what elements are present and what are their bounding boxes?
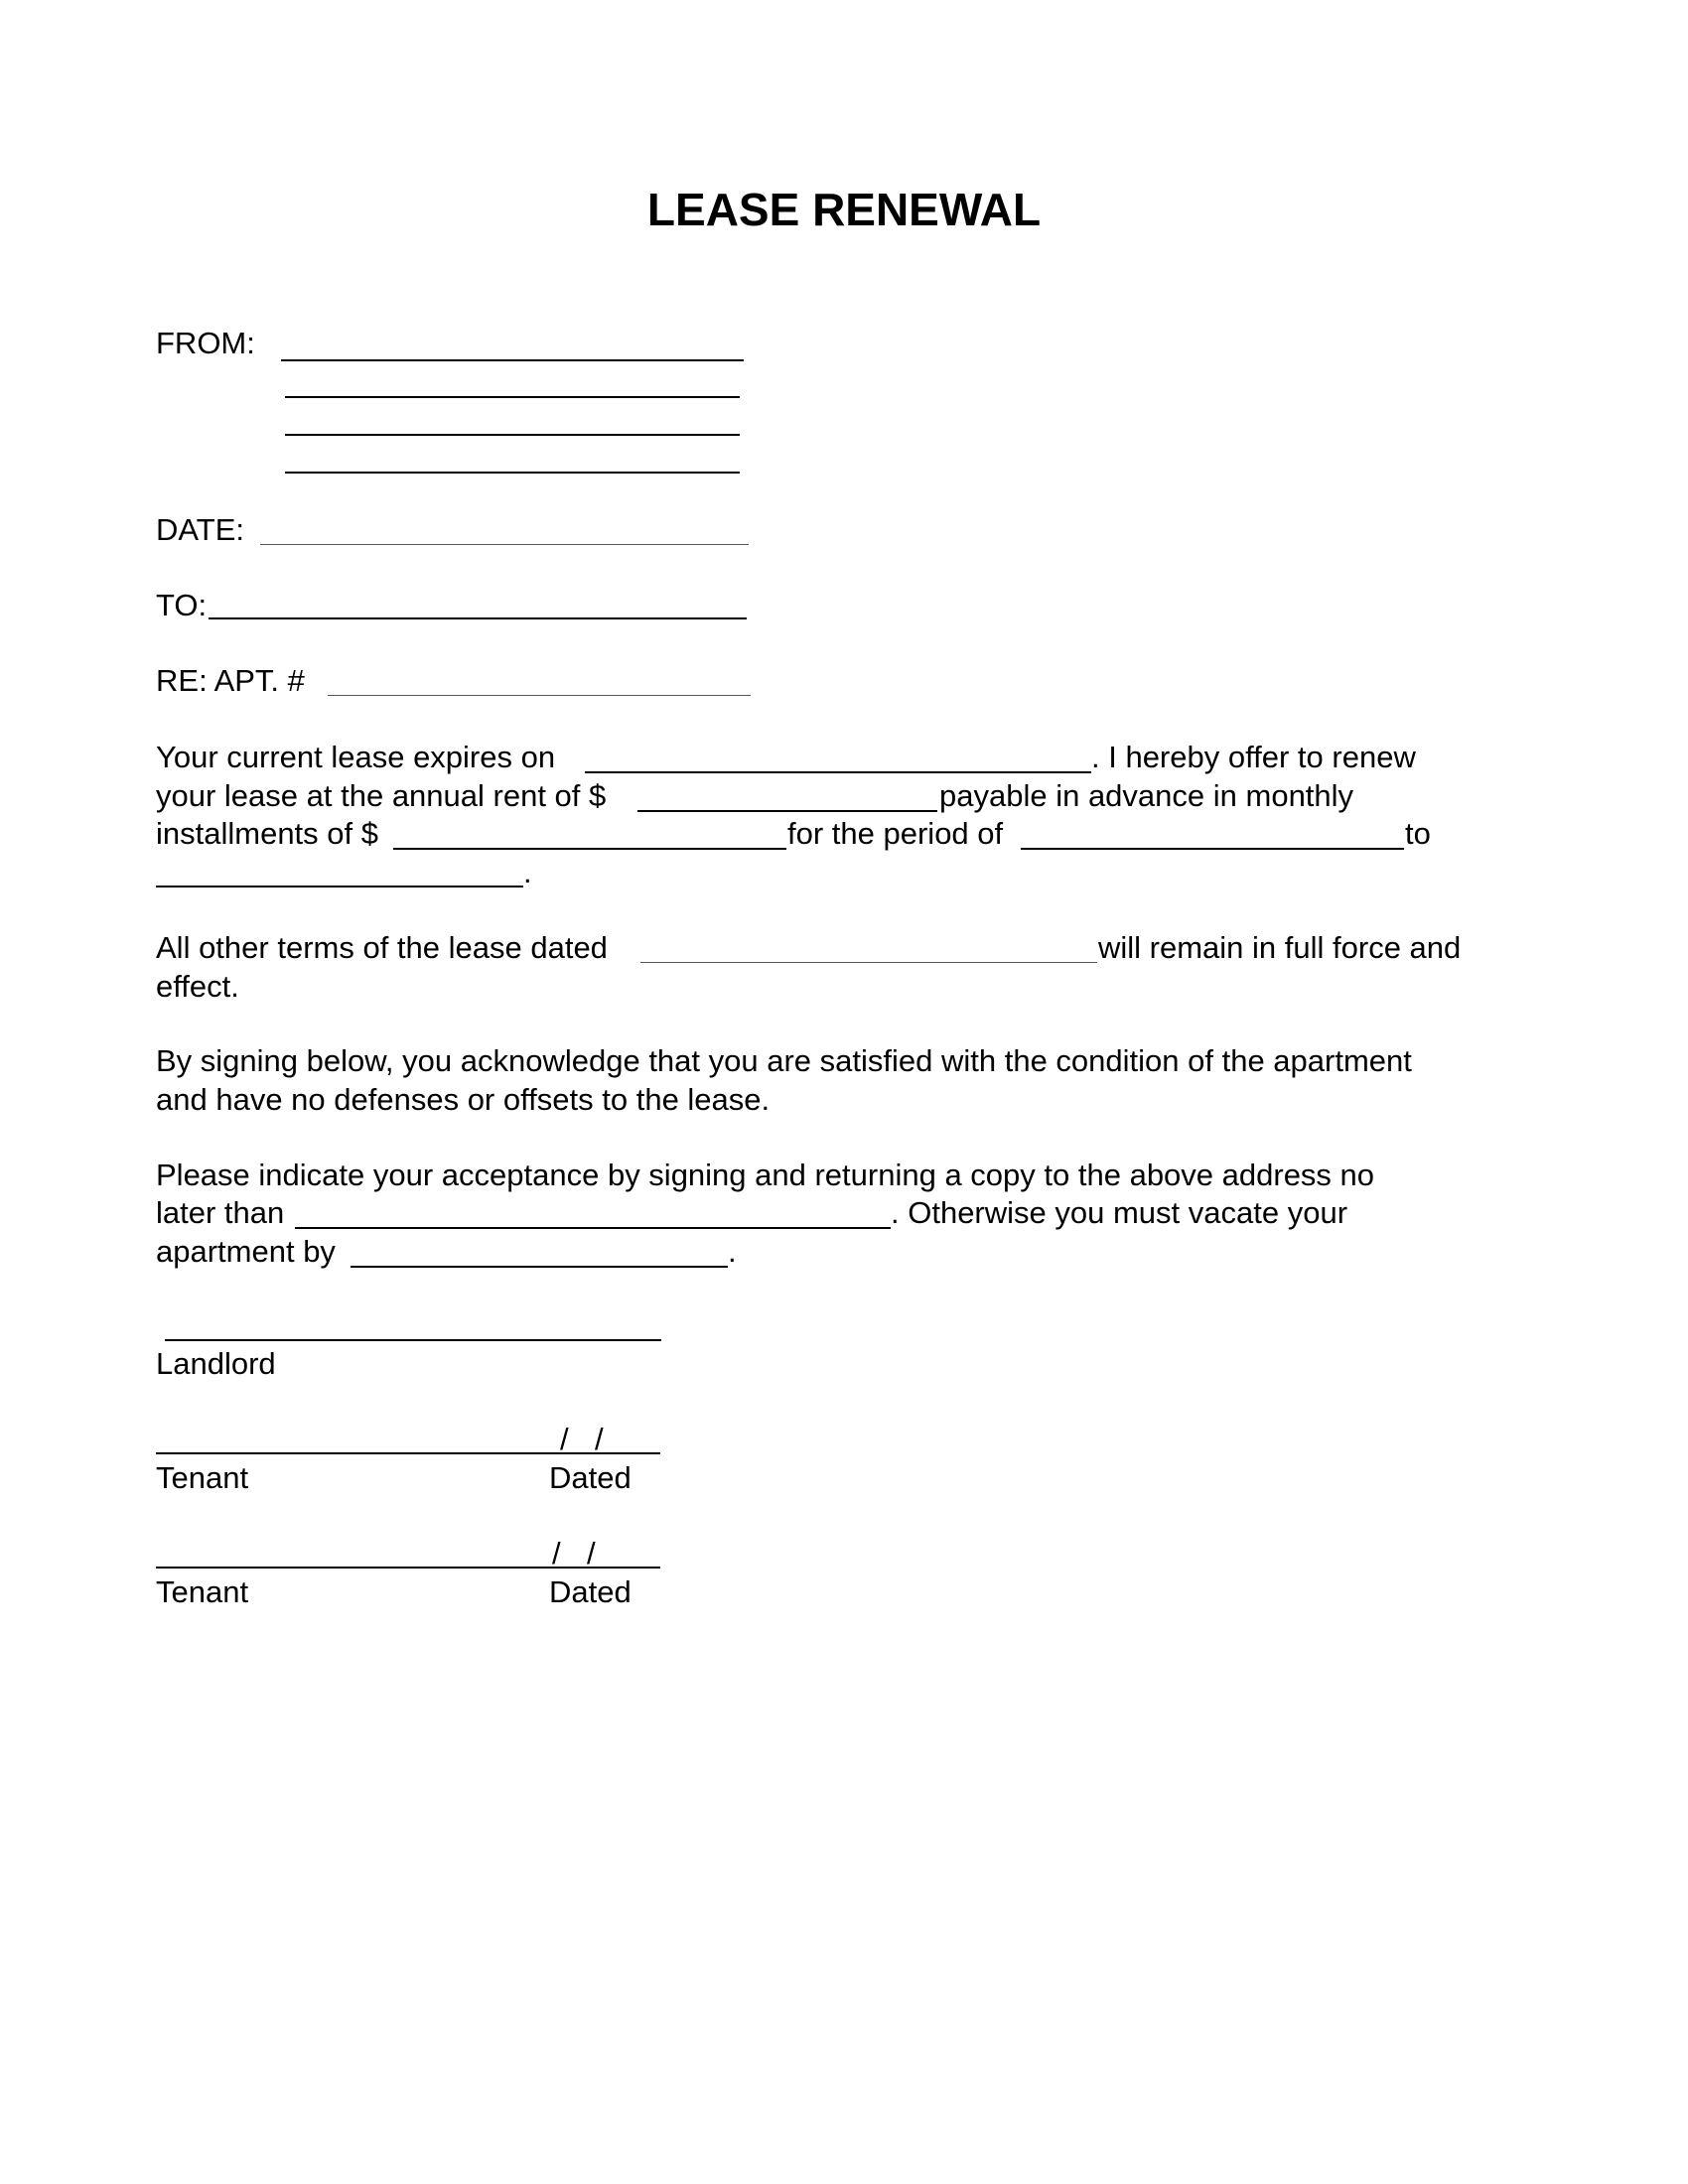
from-label: FROM: bbox=[156, 326, 255, 360]
p3-text-1: By signing below, you acknowledge that you are satisfied with the condition of the apartment bbox=[156, 1043, 1412, 1078]
p1-text-3c: to bbox=[1405, 816, 1431, 851]
landlord-label: Landlord bbox=[156, 1346, 276, 1381]
p1-text-3b: for the period of bbox=[787, 816, 1004, 851]
vacate-by-line[interactable] bbox=[351, 1266, 728, 1268]
p3-text-2: and have no defenses or offsets to the lease. bbox=[156, 1082, 771, 1117]
tenant-2-dated-label: Dated bbox=[549, 1574, 632, 1609]
period-from-line[interactable] bbox=[1021, 848, 1404, 850]
tenant-2-label: Tenant bbox=[156, 1574, 249, 1609]
later-than-line[interactable] bbox=[295, 1227, 891, 1229]
p4-text-2a: later than bbox=[156, 1195, 285, 1230]
p4-text-1: Please indicate your acceptance by signing and returning a copy to the above address no bbox=[156, 1158, 1375, 1192]
p1-text-4a: . bbox=[523, 855, 532, 889]
period-to-line[interactable] bbox=[156, 886, 523, 887]
from-line-1[interactable] bbox=[281, 359, 744, 361]
to-line[interactable] bbox=[209, 617, 747, 619]
tenant-2-signature-line[interactable] bbox=[156, 1567, 660, 1569]
date-line[interactable] bbox=[260, 544, 749, 545]
tenant-1-date-slash-1: / bbox=[560, 1422, 569, 1456]
from-line-3[interactable] bbox=[285, 434, 740, 436]
p1-text-3a: installments of $ bbox=[156, 816, 378, 851]
from-line-4[interactable] bbox=[285, 472, 740, 474]
p1-text-2a: your lease at the annual rent of $ bbox=[156, 778, 607, 813]
tenant-2-date-slash-1: / bbox=[552, 1536, 561, 1570]
landlord-signature-line[interactable] bbox=[165, 1339, 661, 1341]
p4-text-3a: apartment by bbox=[156, 1234, 336, 1269]
p4-text-2b: . Otherwise you must vacate your bbox=[891, 1195, 1348, 1230]
p1-text-1b: . I hereby offer to renew bbox=[1091, 740, 1416, 774]
p4-text-3b: . bbox=[728, 1234, 737, 1269]
to-label: TO: bbox=[156, 588, 208, 622]
annual-rent-line[interactable] bbox=[637, 810, 937, 812]
page-title: LEASE RENEWAL bbox=[646, 184, 1042, 235]
tenant-2-date-slash-2: / bbox=[587, 1536, 596, 1570]
monthly-installment-line[interactable] bbox=[393, 848, 786, 850]
tenant-1-date-slash-2: / bbox=[595, 1422, 604, 1456]
p2-text-2: effect. bbox=[156, 969, 239, 1004]
apt-number-line[interactable] bbox=[328, 695, 751, 696]
re-apt-label: RE: APT. # bbox=[156, 663, 305, 698]
tenant-1-label: Tenant bbox=[156, 1460, 249, 1495]
from-line-2[interactable] bbox=[285, 396, 740, 398]
date-label: DATE: bbox=[156, 512, 244, 547]
lease-dated-line[interactable] bbox=[640, 962, 1097, 963]
p2-text-1a: All other terms of the lease dated bbox=[156, 930, 608, 965]
p1-text-2b: payable in advance in monthly bbox=[939, 778, 1354, 813]
lease-expires-line[interactable] bbox=[585, 771, 1091, 773]
p2-text-1b: will remain in full force and bbox=[1098, 930, 1462, 965]
tenant-1-dated-label: Dated bbox=[549, 1460, 632, 1495]
tenant-1-signature-line[interactable] bbox=[156, 1452, 660, 1454]
p1-text-1a: Your current lease expires on bbox=[156, 740, 556, 774]
